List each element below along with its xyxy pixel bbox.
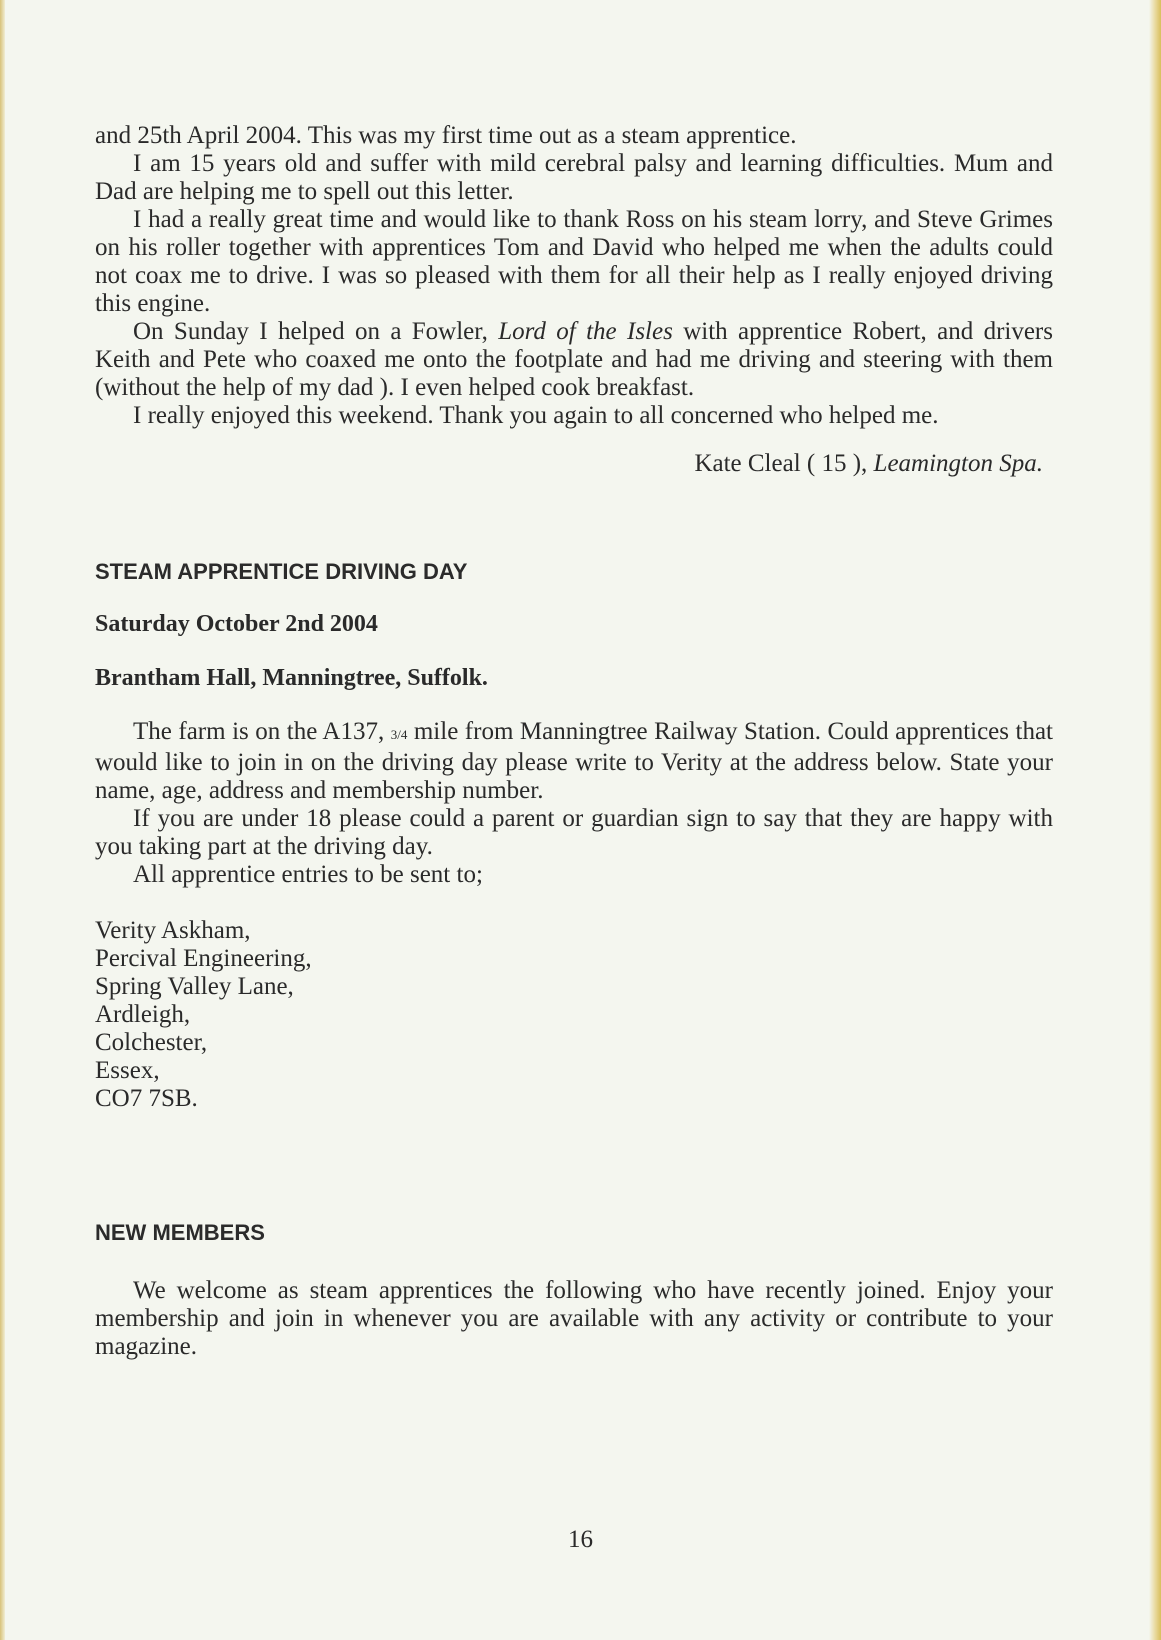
driving-day-date: Saturday October 2nd 2004	[95, 611, 378, 637]
address-line: Spring Valley Lane,	[95, 973, 294, 1000]
address-line: Verity Askham,	[95, 917, 251, 944]
address-line: Ardleigh,	[95, 1001, 191, 1028]
letter-p4-text-before: On Sunday I helped on a Fowler,	[133, 318, 499, 345]
signature-place: Leamington Spa.	[873, 450, 1043, 477]
address-line: CO7 7SB.	[95, 1085, 198, 1112]
signature-name: Kate Cleal ( 15 ),	[694, 450, 874, 477]
letter-paragraph-2: I am 15 years old and suffer with mild cerebral palsy and learning difficulties. Mum and Dad are helping me to spell out this letter.	[95, 150, 1053, 205]
new-members-heading: NEW MEMBERS	[95, 1220, 265, 1245]
new-members-paragraph: We welcome as steam apprentices the following who have recently joined. Enjoy your membership and join in whenever you are available with any activity or contribute to your magazine.	[95, 1277, 1053, 1360]
letter-paragraph-4	[95, 318, 1053, 402]
letter-paragraph-5: I really enjoyed this weekend. Thank you again to all concerned who helped me.	[133, 402, 939, 429]
letter-paragraph-1: and 25th April 2004. This was my first time out as a steam apprentice.	[95, 122, 797, 149]
address-line: Essex,	[95, 1057, 160, 1084]
page-number: 16	[568, 1526, 593, 1553]
page-content	[95, 122, 1053, 1361]
address-line: Colchester,	[95, 1029, 208, 1056]
address-line: Percival Engineering,	[95, 945, 312, 972]
engine-name: Lord of the Isles	[498, 318, 673, 345]
driving-day-section	[95, 558, 1053, 1113]
letter-section	[95, 122, 1053, 478]
driving-day-heading: STEAM APPRENTICE DRIVING DAY	[95, 559, 468, 584]
driving-day-paragraph-3: All apprentice entries to be sent to;	[133, 861, 483, 888]
new-members-section	[95, 1219, 1053, 1361]
letter-p4-text-after: with apprentice Robert, and drivers Keith and Pete who coaxed me onto the footplate and had me driving and steering with them (without the help of my dad ). I even helped cook breakfast.	[95, 318, 1053, 401]
letter-signature	[95, 450, 1043, 478]
distance-fraction: 3/4	[390, 727, 408, 742]
driving-day-p1-before: The farm is on the A137,	[133, 718, 391, 745]
letter-paragraph-3: I had a really great time and would like to thank Ross on his steam lorry, and Steve Grimes on his roller together with apprentices Tom and David who helped me when the adults could not coax me to drive. I was so pleased with them for all their help as I really enjoyed driving this engine.	[95, 206, 1053, 317]
driving-day-p1-after: mile from Manningtree Railway Station. Could apprentices that would like to join in on the driving day please write to Verity at the address below. State your name, age, address and membership number.	[95, 718, 1053, 804]
driving-day-venue: Brantham Hall, Manningtree, Suffolk.	[95, 665, 488, 691]
driving-day-paragraph-1	[95, 718, 1053, 805]
page-right-edge	[1149, 0, 1161, 1640]
driving-day-paragraph-2: If you are under 18 please could a parent or guardian sign to say that they are happy with you taking part at the driving day.	[95, 805, 1053, 860]
postal-address	[95, 917, 1053, 1113]
page-left-edge	[0, 0, 5, 1640]
